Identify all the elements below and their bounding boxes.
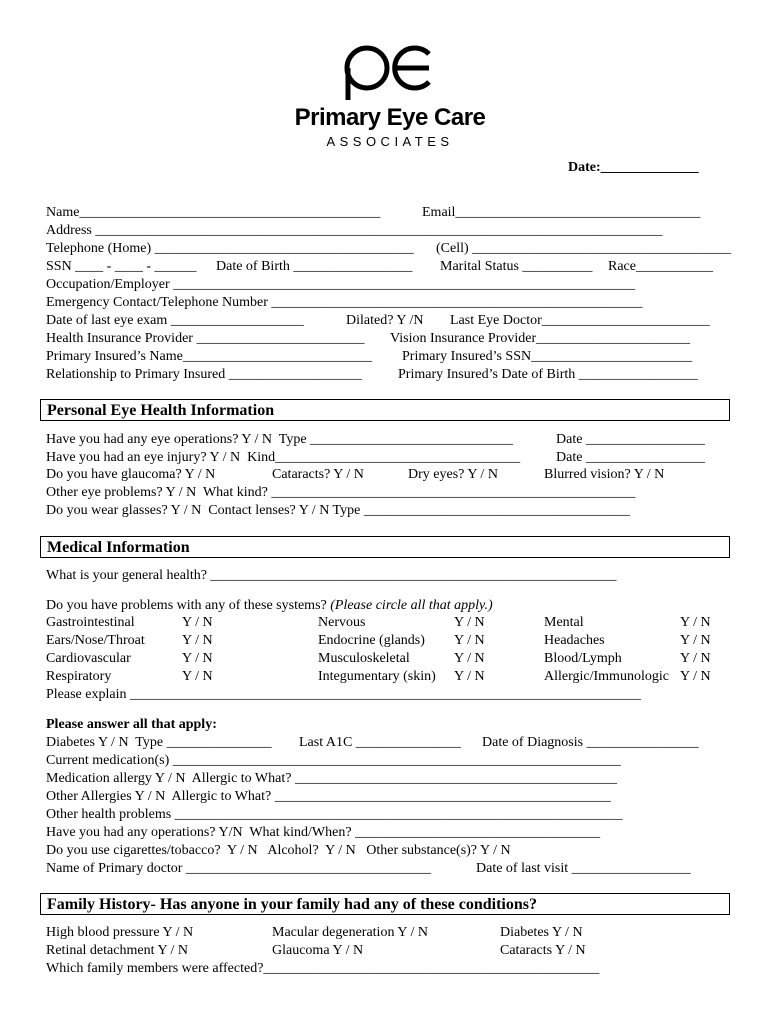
system-label: Headaches (544, 633, 605, 648)
system-yn[interactable]: Y / N (182, 651, 213, 666)
ssn-field[interactable]: SSN ____ - ____ - ______ (46, 259, 197, 274)
operations-field[interactable]: Have you had any operations? Y/N What kind/When? ___________________________________ (46, 825, 601, 840)
eye-injury-field[interactable]: Have you had an eye injury? Y / N Kind___________________________________ (46, 450, 521, 465)
family-condition[interactable]: Diabetes Y / N (500, 925, 583, 940)
primary-insured-ssn-field[interactable]: Primary Insured’s SSN_______________________ (402, 349, 693, 364)
eyeglasses-logo-icon (335, 42, 445, 102)
system-label: Musculoskeletal (318, 651, 410, 666)
last-eye-doctor-field[interactable]: Last Eye Doctor________________________ (450, 313, 710, 328)
diabetes-field[interactable]: Diabetes Y / N Type _______________ (46, 735, 272, 750)
systems-question (46, 597, 493, 615)
family-condition[interactable]: High blood pressure Y / N (46, 925, 194, 940)
family-condition[interactable]: Glaucoma Y / N (272, 943, 364, 958)
system-label: Endocrine (glands) (318, 633, 425, 648)
system-yn[interactable]: Y / N (454, 669, 485, 684)
system-yn[interactable]: Y / N (454, 651, 485, 666)
system-label: Allergic/Immunologic (544, 669, 669, 684)
systems-question-text: Do you have problems with any of these systems? (46, 598, 331, 613)
eye-health-header: Personal Eye Health Information (40, 399, 730, 421)
system-yn[interactable]: Y / N (182, 615, 213, 630)
cell-phone-field[interactable]: (Cell) _____________________________________ (436, 241, 732, 256)
other-allergies-field[interactable]: Other Allergies Y / N Allergic to What? ________________________________________________ (46, 789, 611, 804)
last-eye-exam-field[interactable]: Date of last eye exam ___________________ (46, 313, 304, 328)
occupation-field[interactable]: Occupation/Employer __________________________________________________________________ (46, 277, 636, 292)
system-yn[interactable]: Y / N (680, 669, 711, 684)
glasses-contacts-field[interactable]: Do you wear glasses? Y / N Contact lenses? Y / N Type ______________________________________ (46, 503, 630, 518)
system-yn[interactable]: Y / N (454, 633, 485, 648)
emergency-contact-field[interactable]: Emergency Contact/Telephone Number _____________________________________________________ (46, 295, 643, 310)
medications-field[interactable]: Current medication(s) ________________________________________________________________ (46, 753, 621, 768)
eye-operations-field[interactable]: Have you had any eye operations? Y / N Type _____________________________ (46, 432, 514, 447)
primary-insured-name-field[interactable]: Primary Insured’s Name___________________________ (46, 349, 372, 364)
system-label: Mental (544, 615, 584, 630)
relationship-field[interactable]: Relationship to Primary Insured ___________________ (46, 367, 362, 382)
health-insurance-field[interactable]: Health Insurance Provider ________________________ (46, 331, 365, 346)
eye-operations-date-field[interactable]: Date _________________ (556, 432, 705, 447)
primary-doctor-field[interactable]: Name of Primary doctor ___________________________________ (46, 861, 431, 876)
family-condition[interactable]: Cataracts Y / N (500, 943, 586, 958)
dob-field[interactable]: Date of Birth _________________ (216, 259, 413, 274)
family-members-field[interactable]: Which family members were affected?________________________________________________ (46, 961, 600, 976)
logo (280, 42, 500, 149)
system-label: Nervous (318, 615, 366, 630)
system-label: Ears/Nose/Throat (46, 633, 145, 648)
email-field[interactable]: Email___________________________________ (422, 205, 701, 220)
systems-note: (Please circle all that apply.) (330, 598, 493, 613)
marital-status-field[interactable]: Marital Status __________ (440, 259, 593, 274)
dry-eyes-question[interactable]: Dry eyes? Y / N (408, 467, 498, 482)
system-label: Blood/Lymph (544, 651, 622, 666)
brand-name: Primary Eye Care (294, 104, 486, 131)
substances-field[interactable]: Do you use cigarettes/tobacco? Y / N Alcohol? Y / N Other substance(s)? Y / N (46, 843, 511, 858)
vision-insurance-field[interactable]: Vision Insurance Provider______________________ (390, 331, 691, 346)
apply-heading: Please answer all that apply: (46, 717, 217, 732)
medical-header: Medical Information (40, 536, 730, 558)
system-yn[interactable]: Y / N (680, 633, 711, 648)
please-explain-field[interactable]: Please explain _________________________________________________________________________ (46, 687, 641, 702)
general-health-field[interactable]: What is your general health? __________________________________________________________ (46, 568, 617, 583)
family-condition[interactable]: Retinal detachment Y / N (46, 943, 189, 958)
home-phone-field[interactable]: Telephone (Home) _____________________________________ (46, 241, 414, 256)
dilated-field[interactable]: Dilated? Y /N (346, 313, 424, 328)
system-label: Gastrointestinal (46, 615, 135, 630)
system-label: Cardiovascular (46, 651, 131, 666)
system-yn[interactable]: Y / N (454, 615, 485, 630)
a1c-field[interactable]: Last A1C _______________ (299, 735, 461, 750)
system-yn[interactable]: Y / N (182, 633, 213, 648)
system-label: Respiratory (46, 669, 112, 684)
family-history-header: Family History- Has anyone in your family had any of these conditions? (40, 893, 730, 915)
brand-sub: ASSOCIATES (326, 134, 454, 149)
other-health-field[interactable]: Other health problems ________________________________________________________________ (46, 807, 623, 822)
name-field[interactable]: Name___________________________________________ (46, 205, 381, 220)
date-field[interactable]: Date:______________ (568, 160, 699, 175)
race-field[interactable]: Race___________ (608, 259, 713, 274)
system-yn[interactable]: Y / N (182, 669, 213, 684)
system-label: Integumentary (skin) (318, 669, 436, 684)
eye-injury-date-field[interactable]: Date _________________ (556, 450, 705, 465)
family-condition[interactable]: Macular degeneration Y / N (272, 925, 429, 940)
system-yn[interactable]: Y / N (680, 651, 711, 666)
other-eye-problems-field[interactable]: Other eye problems? Y / N What kind? ____________________________________________________ (46, 485, 636, 500)
address-field[interactable]: Address _________________________________________________________________________________ (46, 223, 663, 238)
system-yn[interactable]: Y / N (680, 615, 711, 630)
cataracts-question[interactable]: Cataracts? Y / N (272, 467, 364, 482)
blurred-vision-question[interactable]: Blurred vision? Y / N (544, 467, 665, 482)
primary-insured-dob-field[interactable]: Primary Insured’s Date of Birth _________________ (398, 367, 698, 382)
diagnosis-date-field[interactable]: Date of Diagnosis ________________ (482, 735, 699, 750)
last-visit-field[interactable]: Date of last visit _________________ (476, 861, 691, 876)
glaucoma-question[interactable]: Do you have glaucoma? Y / N (46, 467, 216, 482)
medication-allergy-field[interactable]: Medication allergy Y / N Allergic to What? ______________________________________________ (46, 771, 617, 786)
